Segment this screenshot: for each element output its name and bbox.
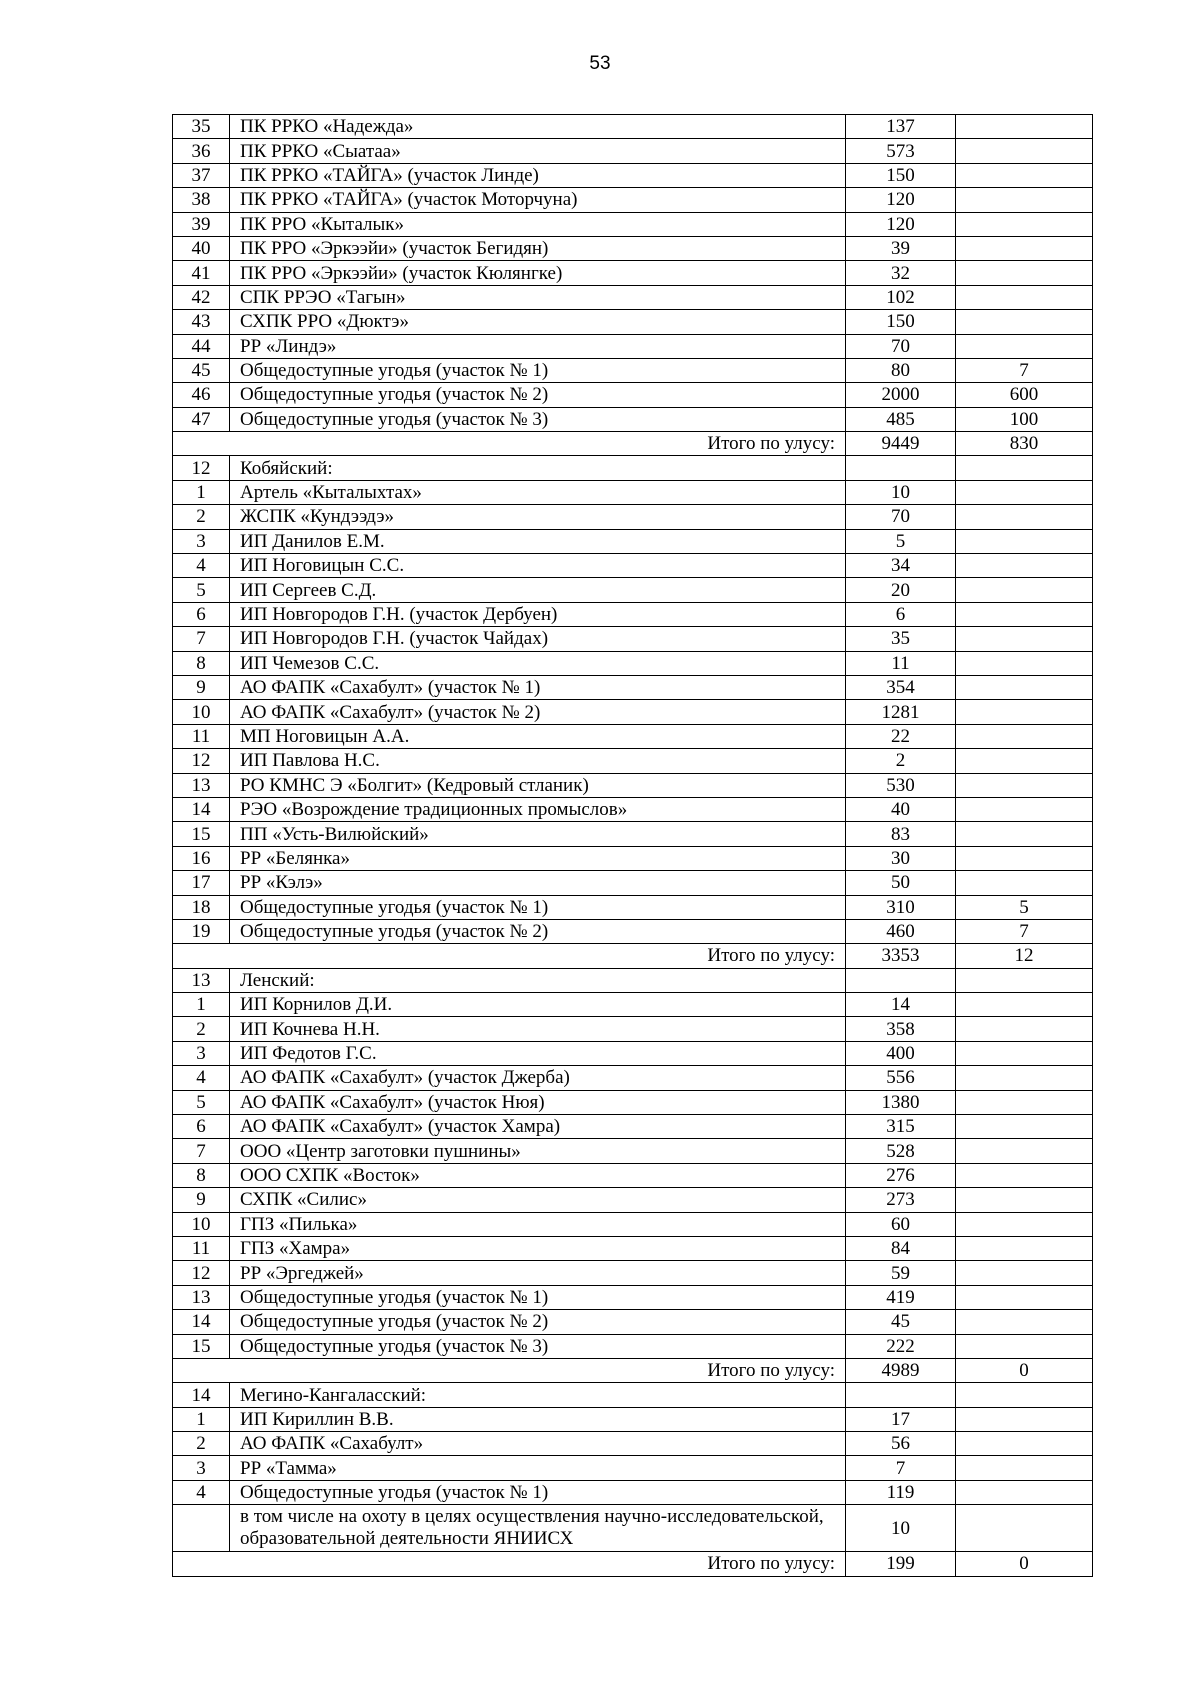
row-name: ИП Чемезов С.С. (230, 651, 846, 675)
row-number: 14 (173, 1383, 230, 1407)
secondary-value (956, 651, 1093, 675)
row-name: ПК РРКО «Надежда» (230, 115, 846, 139)
table-row (173, 285, 1093, 309)
table-row (173, 1041, 1093, 1065)
area-value: 358 (846, 1017, 956, 1041)
row-name: ЖСПК «Кундээдэ» (230, 505, 846, 529)
row-number: 45 (173, 358, 230, 382)
table-row (173, 334, 1093, 358)
row-name: РО КМНС Э «Болгит» (Кедровый стланик) (230, 773, 846, 797)
area-value: 528 (846, 1139, 956, 1163)
secondary-value (956, 334, 1093, 358)
secondary-value (956, 236, 1093, 260)
table-row (173, 1017, 1093, 1041)
row-name: ИП Кочнева Н.Н. (230, 1017, 846, 1041)
row-number: 1 (173, 480, 230, 504)
table-row (173, 1456, 1093, 1480)
row-number: 11 (173, 1236, 230, 1260)
secondary-value (956, 1090, 1093, 1114)
table-row (173, 212, 1093, 236)
total-label: Итого по улусу: (173, 432, 846, 456)
row-number: 1 (173, 1407, 230, 1431)
area-value: 11 (846, 651, 956, 675)
table-row (173, 1480, 1093, 1504)
area-value: 119 (846, 1480, 956, 1504)
row-number: 7 (173, 627, 230, 651)
area-value: 30 (846, 846, 956, 870)
row-number: 40 (173, 236, 230, 260)
row-name: Кобяйский: (230, 456, 846, 480)
row-name: ГПЗ «Пилька» (230, 1212, 846, 1236)
area-value: 556 (846, 1066, 956, 1090)
row-name: ПК РРО «Эркээйи» (участок Кюлянгке) (230, 261, 846, 285)
secondary-value: 7 (956, 358, 1093, 382)
area-value: 2 (846, 749, 956, 773)
secondary-value (956, 261, 1093, 285)
secondary-value (956, 627, 1093, 651)
table-row (173, 456, 1093, 480)
row-number: 12 (173, 1261, 230, 1285)
area-value: 150 (846, 163, 956, 187)
secondary-value (956, 163, 1093, 187)
secondary-value (956, 675, 1093, 699)
row-name: ООО СХПК «Восток» (230, 1163, 846, 1187)
row-number: 8 (173, 1163, 230, 1187)
table-row (173, 822, 1093, 846)
table-row (173, 1432, 1093, 1456)
row-number: 3 (173, 529, 230, 553)
row-number: 15 (173, 822, 230, 846)
secondary-value (956, 724, 1093, 748)
row-name: в том числе на охоту в целях осуществления научно-исследовательской, образовательной деятельности ЯНИИСХ (230, 1505, 846, 1552)
table-row (173, 627, 1093, 651)
secondary-value (956, 700, 1093, 724)
table-row (173, 407, 1093, 431)
area-value: 150 (846, 310, 956, 334)
row-name: Мегино-Кангаласский: (230, 1383, 846, 1407)
secondary-value (956, 773, 1093, 797)
secondary-value (956, 1285, 1093, 1309)
area-value: 400 (846, 1041, 956, 1065)
area-value (846, 456, 956, 480)
row-name: ООО «Центр заготовки пушнины» (230, 1139, 846, 1163)
area-value: 70 (846, 334, 956, 358)
table-row (173, 163, 1093, 187)
secondary-value (956, 480, 1093, 504)
area-value: 14 (846, 993, 956, 1017)
row-name: Общедоступные угодья (участок № 1) (230, 1480, 846, 1504)
table-row (173, 480, 1093, 504)
row-number: 12 (173, 456, 230, 480)
row-number: 41 (173, 261, 230, 285)
secondary-value (956, 1505, 1093, 1552)
table-row (173, 724, 1093, 748)
row-name: СХПК РРО «Дюктэ» (230, 310, 846, 334)
secondary-value (956, 310, 1093, 334)
secondary-value (956, 554, 1093, 578)
table-row (173, 115, 1093, 139)
table-row (173, 1139, 1093, 1163)
row-name: РР «Кэлэ» (230, 871, 846, 895)
table-row (173, 993, 1093, 1017)
area-value: 137 (846, 115, 956, 139)
secondary-value (956, 1334, 1093, 1358)
row-number: 17 (173, 871, 230, 895)
table-row (173, 846, 1093, 870)
area-value: 4989 (846, 1358, 956, 1382)
row-name: ИП Федотов Г.С. (230, 1041, 846, 1065)
row-number: 4 (173, 1480, 230, 1504)
area-value: 56 (846, 1432, 956, 1456)
secondary-value (956, 1188, 1093, 1212)
area-value: 3353 (846, 944, 956, 968)
area-value: 1380 (846, 1090, 956, 1114)
secondary-value (956, 1310, 1093, 1334)
table-row (173, 675, 1093, 699)
row-number: 19 (173, 919, 230, 943)
area-value: 60 (846, 1212, 956, 1236)
row-number: 4 (173, 554, 230, 578)
secondary-value (956, 1017, 1093, 1041)
table-row (173, 1285, 1093, 1309)
total-row (173, 1552, 1093, 1576)
row-name: АО ФАПК «Сахабулт» (участок № 1) (230, 675, 846, 699)
secondary-value: 100 (956, 407, 1093, 431)
area-value: 199 (846, 1552, 956, 1576)
row-name: Общедоступные угодья (участок № 2) (230, 919, 846, 943)
secondary-value (956, 212, 1093, 236)
secondary-value (956, 456, 1093, 480)
area-value: 10 (846, 480, 956, 504)
area-value (846, 1383, 956, 1407)
table-row (173, 358, 1093, 382)
row-number: 10 (173, 1212, 230, 1236)
area-value: 59 (846, 1261, 956, 1285)
row-number: 14 (173, 797, 230, 821)
secondary-value (956, 1163, 1093, 1187)
area-value: 2000 (846, 383, 956, 407)
table-row (173, 1310, 1093, 1334)
total-label: Итого по улусу: (173, 1552, 846, 1576)
row-name: Общедоступные угодья (участок № 1) (230, 1285, 846, 1309)
area-value: 315 (846, 1115, 956, 1139)
secondary-value (956, 1480, 1093, 1504)
row-number: 7 (173, 1139, 230, 1163)
row-number: 9 (173, 1188, 230, 1212)
secondary-value (956, 285, 1093, 309)
row-number: 36 (173, 139, 230, 163)
area-value: 84 (846, 1236, 956, 1260)
area-value: 40 (846, 797, 956, 821)
row-name: АО ФАПК «Сахабулт» (участок Джерба) (230, 1066, 846, 1090)
hunting-grounds-table (172, 114, 1093, 1577)
table-row (173, 554, 1093, 578)
secondary-value (956, 993, 1093, 1017)
row-name: СПК РРЭО «Тагын» (230, 285, 846, 309)
row-number: 2 (173, 1017, 230, 1041)
secondary-value: 12 (956, 944, 1093, 968)
row-name: Общедоступные угодья (участок № 2) (230, 1310, 846, 1334)
total-label: Итого по улусу: (173, 1358, 846, 1382)
area-value: 6 (846, 602, 956, 626)
area-value: 34 (846, 554, 956, 578)
table-row (173, 1383, 1093, 1407)
row-name: АО ФАПК «Сахабулт» (участок Хамра) (230, 1115, 846, 1139)
secondary-value (956, 1041, 1093, 1065)
secondary-value (956, 1456, 1093, 1480)
area-value: 35 (846, 627, 956, 651)
secondary-value (956, 578, 1093, 602)
table-row (173, 919, 1093, 943)
row-number: 4 (173, 1066, 230, 1090)
area-value: 419 (846, 1285, 956, 1309)
area-value: 120 (846, 188, 956, 212)
row-number: 11 (173, 724, 230, 748)
row-number: 14 (173, 1310, 230, 1334)
row-number: 13 (173, 968, 230, 992)
table-row (173, 1334, 1093, 1358)
total-label: Итого по улусу: (173, 944, 846, 968)
secondary-value (956, 822, 1093, 846)
table-row (173, 1212, 1093, 1236)
row-number: 37 (173, 163, 230, 187)
row-number: 6 (173, 1115, 230, 1139)
row-number: 2 (173, 505, 230, 529)
area-value: 20 (846, 578, 956, 602)
row-name: ИП Корнилов Д.И. (230, 993, 846, 1017)
row-number: 43 (173, 310, 230, 334)
area-value: 50 (846, 871, 956, 895)
area-value: 222 (846, 1334, 956, 1358)
area-value: 70 (846, 505, 956, 529)
secondary-value: 0 (956, 1552, 1093, 1576)
row-number: 2 (173, 1432, 230, 1456)
row-name: Ленский: (230, 968, 846, 992)
row-number: 5 (173, 578, 230, 602)
row-name: АО ФАПК «Сахабулт» (участок № 2) (230, 700, 846, 724)
row-name: РР «Тамма» (230, 1456, 846, 1480)
row-number: 3 (173, 1041, 230, 1065)
table-row (173, 1115, 1093, 1139)
table-row (173, 383, 1093, 407)
table-row (173, 1066, 1093, 1090)
row-name: ИП Павлова Н.С. (230, 749, 846, 773)
area-value: 273 (846, 1188, 956, 1212)
row-number: 1 (173, 993, 230, 1017)
row-name: АО ФАПК «Сахабулт» (участок Нюя) (230, 1090, 846, 1114)
total-row (173, 944, 1093, 968)
row-number: 10 (173, 700, 230, 724)
row-number: 13 (173, 773, 230, 797)
row-number: 13 (173, 1285, 230, 1309)
area-value: 276 (846, 1163, 956, 1187)
area-value: 39 (846, 236, 956, 260)
area-value: 1281 (846, 700, 956, 724)
table-row (173, 1163, 1093, 1187)
secondary-value (956, 1212, 1093, 1236)
area-value: 7 (846, 1456, 956, 1480)
table-body (173, 115, 1093, 1577)
table-row (173, 1188, 1093, 1212)
secondary-value (956, 1261, 1093, 1285)
area-value: 9449 (846, 432, 956, 456)
row-name: ГПЗ «Хамра» (230, 1236, 846, 1260)
note-row (173, 1505, 1093, 1552)
page-number: 53 (589, 53, 611, 74)
area-value: 17 (846, 1407, 956, 1431)
row-name: РР «Линдэ» (230, 334, 846, 358)
table-row (173, 797, 1093, 821)
row-name: ИП Новгородов Г.Н. (участок Дербуен) (230, 602, 846, 626)
area-value: 120 (846, 212, 956, 236)
area-value: 530 (846, 773, 956, 797)
row-name: РЭО «Возрождение традиционных промыслов» (230, 797, 846, 821)
row-name: МП Ноговицын А.А. (230, 724, 846, 748)
secondary-value (956, 1115, 1093, 1139)
row-number: 42 (173, 285, 230, 309)
table-row (173, 578, 1093, 602)
area-value: 5 (846, 529, 956, 553)
row-number: 6 (173, 602, 230, 626)
table-row (173, 700, 1093, 724)
row-name: ПК РРО «Кыталык» (230, 212, 846, 236)
row-number: 15 (173, 1334, 230, 1358)
table-row (173, 871, 1093, 895)
area-value: 460 (846, 919, 956, 943)
row-number: 44 (173, 334, 230, 358)
secondary-value (956, 749, 1093, 773)
row-name: РР «Белянка» (230, 846, 846, 870)
secondary-value (956, 1383, 1093, 1407)
row-name: ПК РРО «Эркээйи» (участок Бегидян) (230, 236, 846, 260)
row-name: ПК РРКО «ТАЙГА» (участок Линде) (230, 163, 846, 187)
row-number: 8 (173, 651, 230, 675)
row-name: СХПК «Силис» (230, 1188, 846, 1212)
row-name: ИП Кириллин В.В. (230, 1407, 846, 1431)
row-number: 47 (173, 407, 230, 431)
row-name: ПК РРКО «ТАЙГА» (участок Моторчуна) (230, 188, 846, 212)
row-name: Общедоступные угодья (участок № 3) (230, 407, 846, 431)
area-value: 354 (846, 675, 956, 699)
row-name: ИП Сергеев С.Д. (230, 578, 846, 602)
secondary-value (956, 1139, 1093, 1163)
row-name: ИП Ноговицын С.С. (230, 554, 846, 578)
table-row (173, 261, 1093, 285)
secondary-value (956, 1066, 1093, 1090)
row-number: 46 (173, 383, 230, 407)
secondary-value (956, 139, 1093, 163)
row-name: ИП Данилов Е.М. (230, 529, 846, 553)
secondary-value: 0 (956, 1358, 1093, 1382)
secondary-value (956, 505, 1093, 529)
secondary-value (956, 115, 1093, 139)
row-name: Общедоступные угодья (участок № 1) (230, 895, 846, 919)
table-row (173, 773, 1093, 797)
table-row (173, 895, 1093, 919)
area-value: 573 (846, 139, 956, 163)
row-number: 5 (173, 1090, 230, 1114)
table-row (173, 749, 1093, 773)
area-value: 32 (846, 261, 956, 285)
row-number: 16 (173, 846, 230, 870)
row-number: 38 (173, 188, 230, 212)
area-value: 80 (846, 358, 956, 382)
table-row (173, 1236, 1093, 1260)
table-row (173, 1090, 1093, 1114)
secondary-value (956, 1236, 1093, 1260)
secondary-value (956, 1432, 1093, 1456)
row-number: 18 (173, 895, 230, 919)
area-value: 45 (846, 1310, 956, 1334)
table-row (173, 139, 1093, 163)
table-row (173, 1407, 1093, 1431)
row-number: 3 (173, 1456, 230, 1480)
row-number (173, 1505, 230, 1552)
row-name: РР «Эргеджей» (230, 1261, 846, 1285)
secondary-value (956, 871, 1093, 895)
table-row (173, 968, 1093, 992)
secondary-value: 7 (956, 919, 1093, 943)
table-row (173, 529, 1093, 553)
secondary-value: 830 (956, 432, 1093, 456)
row-name: ПК РРКО «Сыатаа» (230, 139, 846, 163)
row-name: ИП Новгородов Г.Н. (участок Чайдах) (230, 627, 846, 651)
row-name: Артель «Кыталыхтах» (230, 480, 846, 504)
table-row (173, 651, 1093, 675)
table-row (173, 505, 1093, 529)
row-number: 39 (173, 212, 230, 236)
row-number: 9 (173, 675, 230, 699)
secondary-value (956, 529, 1093, 553)
row-name: Общедоступные угодья (участок № 1) (230, 358, 846, 382)
secondary-value (956, 968, 1093, 992)
secondary-value: 600 (956, 383, 1093, 407)
area-value (846, 968, 956, 992)
area-value: 310 (846, 895, 956, 919)
row-number: 35 (173, 115, 230, 139)
area-value: 83 (846, 822, 956, 846)
secondary-value (956, 188, 1093, 212)
total-row (173, 1358, 1093, 1382)
row-name: АО ФАПК «Сахабулт» (230, 1432, 846, 1456)
secondary-value (956, 846, 1093, 870)
row-name: ПП «Усть-Вилюйский» (230, 822, 846, 846)
area-value: 102 (846, 285, 956, 309)
table-row (173, 1261, 1093, 1285)
secondary-value (956, 1407, 1093, 1431)
row-name: Общедоступные угодья (участок № 2) (230, 383, 846, 407)
row-number: 12 (173, 749, 230, 773)
secondary-value: 5 (956, 895, 1093, 919)
table-row (173, 310, 1093, 334)
secondary-value (956, 797, 1093, 821)
area-value: 485 (846, 407, 956, 431)
table-row (173, 188, 1093, 212)
table-row (173, 236, 1093, 260)
area-value: 10 (846, 1505, 956, 1552)
total-row (173, 432, 1093, 456)
secondary-value (956, 602, 1093, 626)
area-value: 22 (846, 724, 956, 748)
table-row (173, 602, 1093, 626)
row-name: Общедоступные угодья (участок № 3) (230, 1334, 846, 1358)
